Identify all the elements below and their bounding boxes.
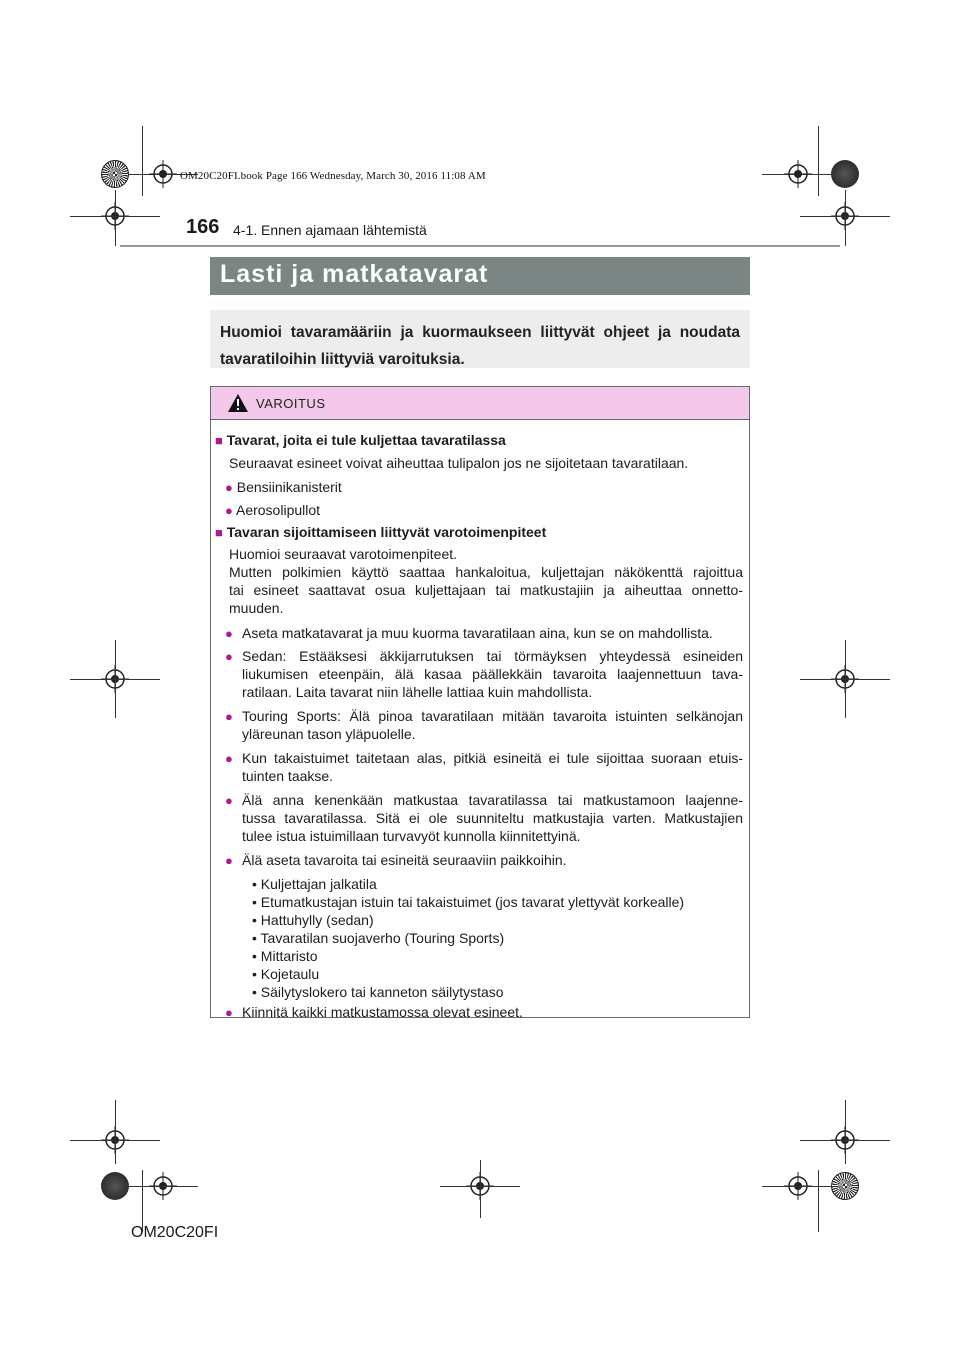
warning-box [210,386,750,1018]
list-item-line: tuinten taakse. [242,768,334,784]
paragraph-text: Seuraavat esineet voivat aiheuttaa tulipalon jos ne sijoitetaan tavaratilaan. [229,455,689,471]
circle-bullet-icon: ● [225,503,233,518]
manual-code: OM20C20FI [131,1224,219,1241]
list-item: ● Bensiinikanisterit [225,479,342,495]
list-item-line: ratilaan. Laita tavarat niin lähelle lattiaa kuin mahdollista. [242,684,593,700]
sub-list-item: • Säilytyslokero tai kanneton säilytystaso [252,984,504,1000]
header-divider [120,245,840,247]
sub-list-item: • Etumatkustajan istuin tai takaistuimet (jos tavarat ylettyvät korkealle) [252,894,685,910]
warning-label: VAROITUS [256,396,326,411]
section-path: 4-1. Ennen ajamaan lähtemistä [233,222,427,238]
sub-list-item: • Mittaristo [252,948,318,964]
sub-list-item: • Tavaratilan suojaverho (Touring Sports) [252,930,505,946]
paragraph-line: Huomioi seuraavat varotoimenpiteet. [229,546,458,562]
circle-bullet-icon: ● [225,793,233,808]
square-bullet-icon: ■ [215,433,223,448]
list-item-line: tulee istua istuimillaan turvavyöt kunnolla kiinnitettyinä. [242,828,581,844]
paragraph-line: tai esineet saattavat osua kuljettajaan tai matkustajiin ja aiheuttaa onnetto- [229,582,743,598]
registration-wheel-icon [101,160,129,188]
square-bullet-icon: ■ [215,525,223,540]
list-item-line: Kun takaistuimet taitetaan alas, pitkiä esineitä ei tule sijoittaa suoraan etuis- [242,750,743,766]
crosshair-icon [784,160,812,188]
circle-bullet-icon: ● [225,649,233,664]
circle-bullet-icon: ● [225,709,233,724]
intro-line: tavaratiloihin liittyviä varoituksia. [220,351,465,368]
registration-wheel-icon [831,1172,859,1200]
list-item-line: Älä anna kenenkään matkustaa tavaratilassa tai matkustamoon laajenne- [242,792,743,808]
paragraph-line: Mutten polkimien käyttö saattaa hankaloitua, kuljettajan näkökenttä rajoittua [229,564,743,580]
circle-bullet-icon: ● [225,626,233,641]
list-item-line: liukumisen eteenpäin, älä kasaa päällekkäin tavaroita laajennettuun tava- [242,666,743,682]
list-item-line: Sedan: Estääksesi äkkijarrutuksen tai törmäyksen yhteydessä esineiden [242,648,743,664]
page-number: 166 [186,216,220,238]
sub-list-item: • Kuljettajan jalkatila [252,876,377,892]
paragraph-line: muuden. [229,600,284,616]
circle-bullet-icon: ● [225,751,233,766]
circle-bullet-icon: ● [225,853,233,868]
sub-list-item: • Kojetaulu [252,966,320,982]
page-title: Lasti ja matkatavarat [210,257,750,295]
list-item: Aseta matkatavarat ja muu kuorma tavaratilaan aina, kun se on mahdollista. [242,625,713,641]
section-heading: ■ Tavaran sijoittamiseen liittyvät varotoimenpiteet [215,524,547,540]
intro-box [210,310,750,368]
circle-bullet-icon: ● [225,480,233,495]
intro-line: Huomioi tavaramääriin ja kuormaukseen liittyvät ohjeet ja noudata [220,324,740,341]
registration-wheel-icon [101,1172,129,1200]
book-info: OM20C20FI.book Page 166 Wednesday, March 30, 2016 11:08 AM [180,170,486,182]
warning-triangle-icon [227,393,249,413]
list-item-line: yläreunan tason yläpuolelle. [242,726,416,742]
list-item: ● Aerosolipullot [225,502,321,518]
circle-bullet-icon: ● [225,1005,233,1020]
sub-list-item: • Hattuhylly (sedan) [252,912,374,928]
list-item-line: Touring Sports: Älä pinoa tavaratilaan mitään tavaroita istuinten selkänojan [242,708,743,724]
crosshair-icon [149,160,177,188]
warning-header [211,387,749,420]
list-item-line: tussa tavaratilassa. Sitä ei ole suunniteltu matkustajia varten. Matkustajien [242,810,743,826]
registration-wheel-icon [831,160,859,188]
list-item: Älä aseta tavaroita tai esineitä seuraaviin paikkoihin. [242,852,567,868]
list-item: Kiinnitä kaikki matkustamossa olevat esineet. [242,1004,523,1020]
section-heading: ■ Tavarat, joita ei tule kuljettaa tavaratilassa [215,432,506,448]
